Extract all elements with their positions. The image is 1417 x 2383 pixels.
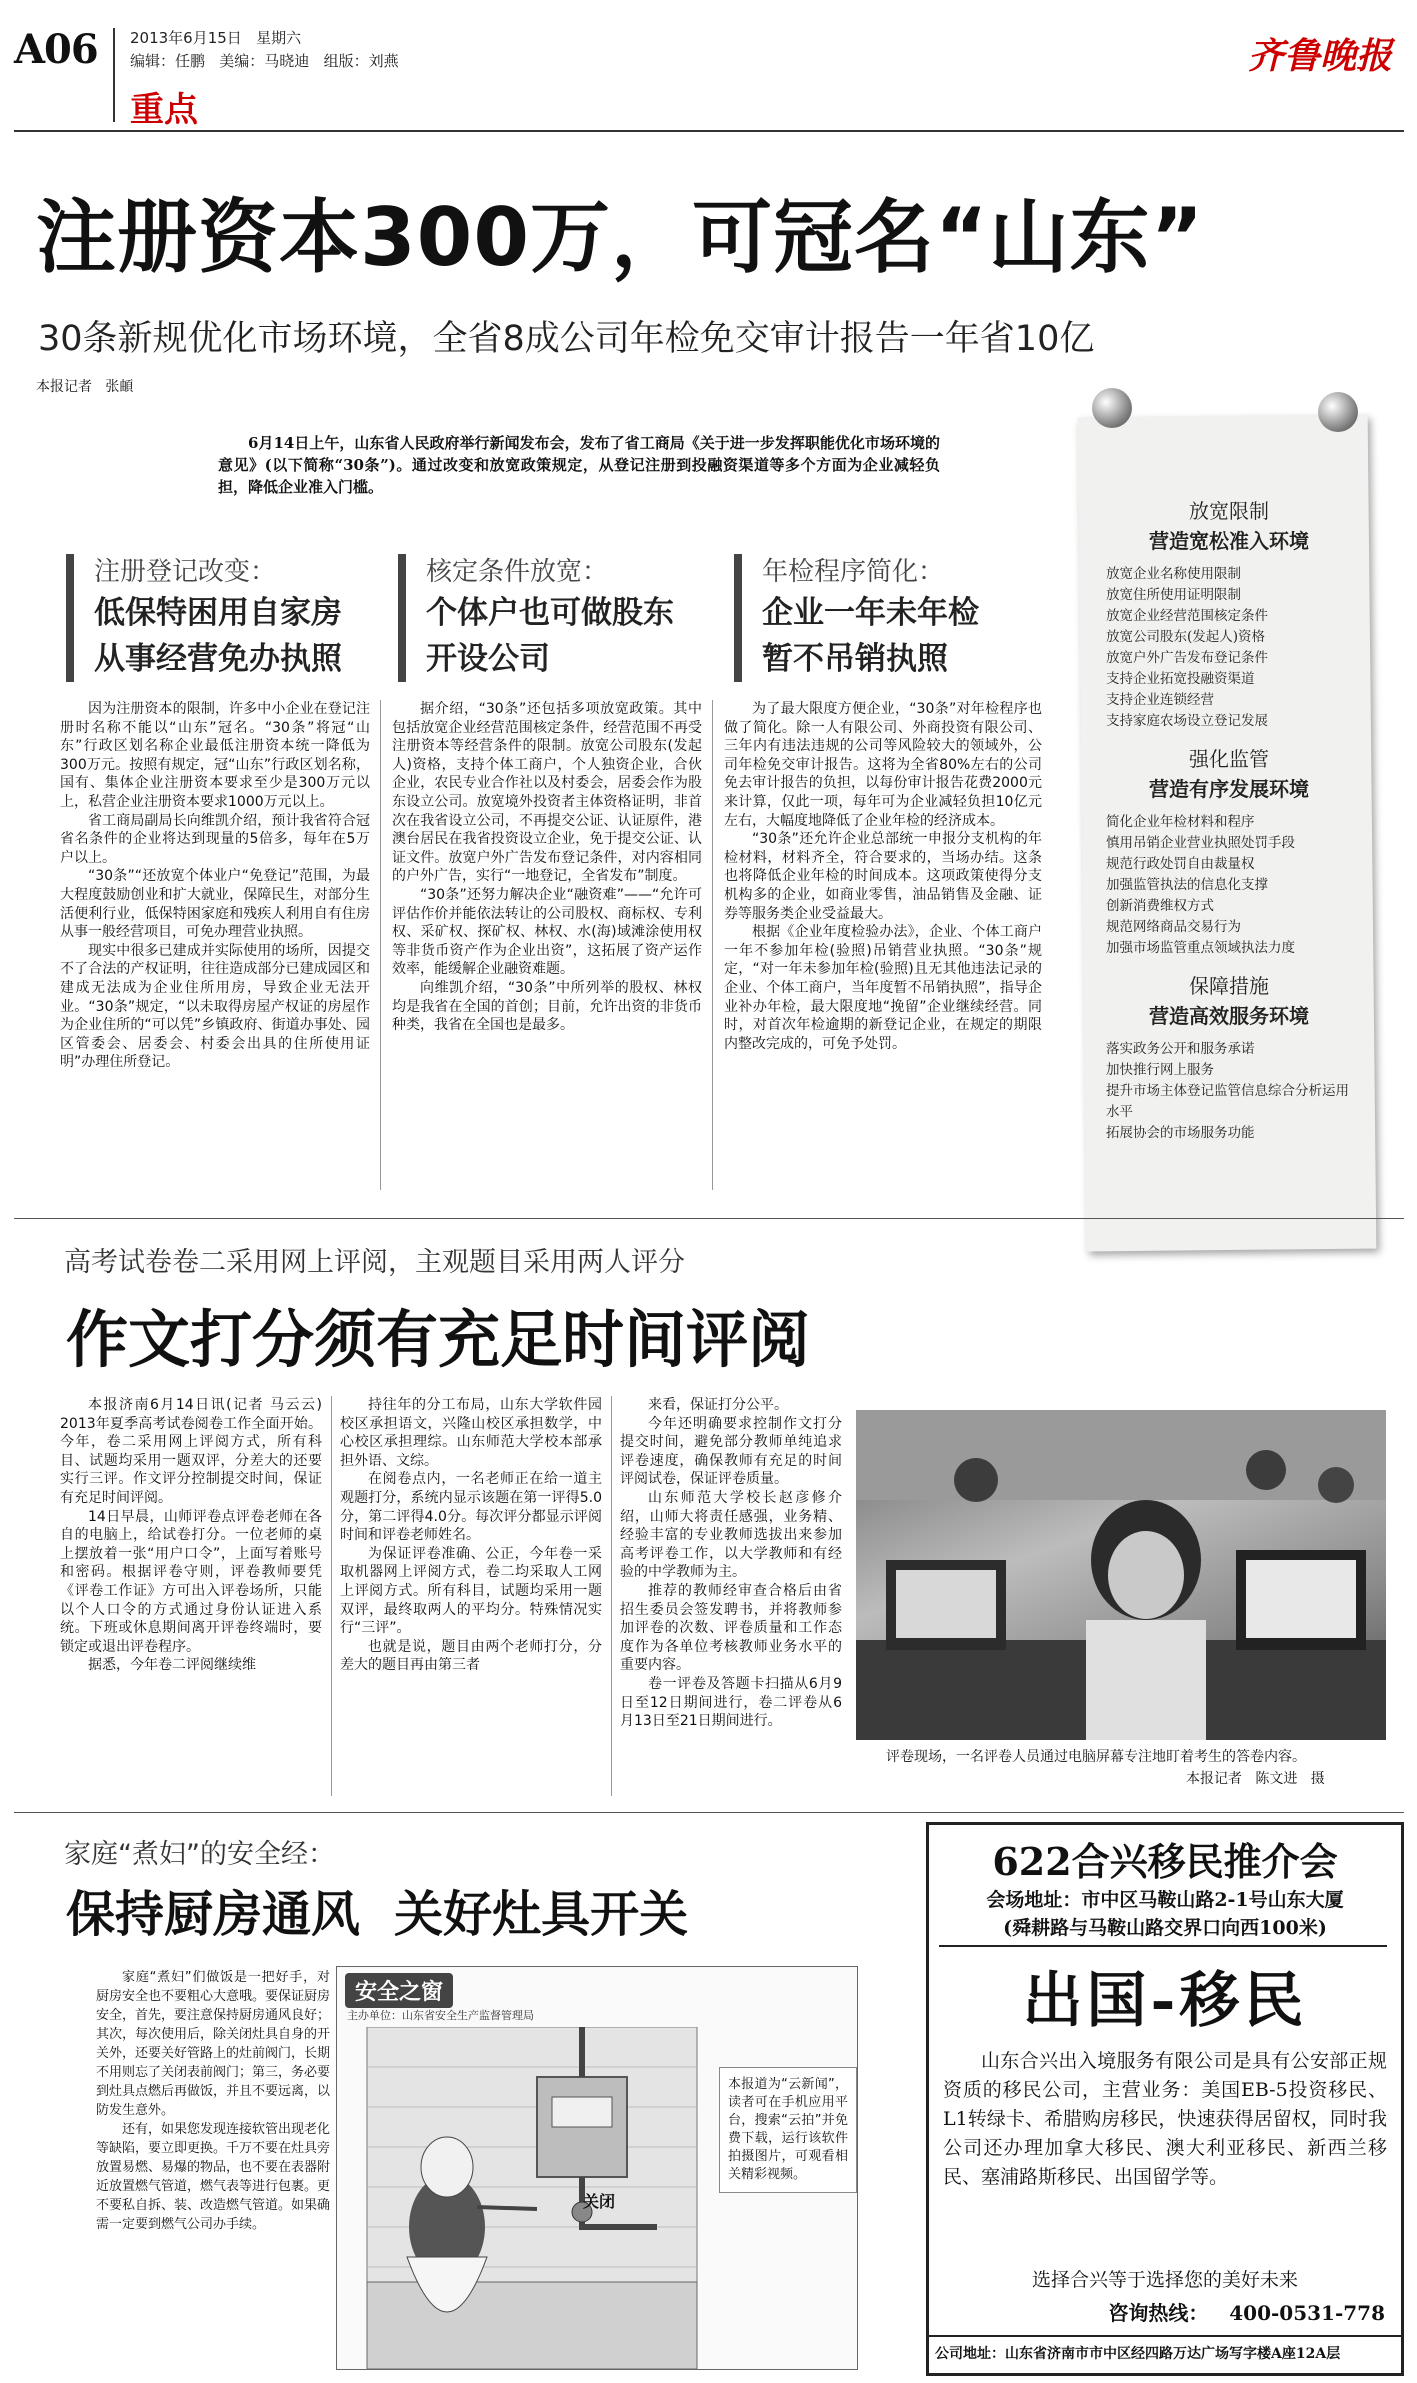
note-group-title: 放宽限制 [1189, 499, 1269, 523]
section-kicker: 年检程序简化： [762, 557, 945, 587]
pushpin-icon [1318, 392, 1358, 432]
app-note-box: 本报道为“云新闻”，读者可在手机应用平台，搜索“云拍”并免费下载，运行该软件拍摄图片，可观看相关精彩视频。 [719, 2067, 857, 2193]
note-item: 提升市场主体登记监管信息综合分析运用水平 [1106, 1083, 1349, 1120]
section-title: 低保特困用自家房 [94, 595, 342, 631]
pushpin-icon [1092, 388, 1132, 428]
note-item: 支持家庭农场设立登记发展 [1106, 713, 1268, 729]
section-body-inspection: 为了最大限度方便企业，“30条”对年检程序也做了简化。除一人有限公司、外商投资有限公司、三年内有违法违规的公司等风险较大的领域外，公司年检免交审计报告。这将为全省80%左右的公司免去审计报告的负担，以每份审计报告花费2000元来计算，仅此一项，每年可为企业减轻负担10亿元左右，大幅度地降低了企业年检的经济成本。 “30条”还允许企业总部统一申报分支机构的年检材料，材料齐全，符合要求的，当场办结。这条也将降低企业年检的时间成本。这项政策使得分支机构多的企业，如商业零售，油品销售及金融、证券等服务类企业受益最大。 根据《企业年度检验办法》，企业、个体工商户一年不参加年检(验照)吊销营业执照。“30条”规定，“对一年未参加年检(验照)且无其他违法记录的企业、个体工商户，当年度暂不吊销执照”，指导企业补办年检，最大限度地“挽留”企业继续经营。同时，对首次年检逾期的新登记企业，在规定的期限内整改完成的，可免予处罚。 [724, 701, 1042, 1052]
section-title: 从事经营免办执照 [94, 641, 342, 677]
note-item: 规范网络商品交易行为 [1106, 919, 1241, 935]
note-item: 支持企业连锁经营 [1106, 692, 1214, 708]
exam-kicker: 高考试卷卷二采用网上评阅，主观题目采用两人评分 [64, 1247, 685, 1278]
lead-paragraph: 6月14日上午，山东省人民政府举行新闻发布会，发布了省工商局《关于进一步发挥职能优化市场环境的意见》(以下简称“30条”)。通过改变和放宽政策规定，从登记注册到投融资渠道等多个方面为企业减轻负担，降低企业准入门槛。 [218, 434, 940, 496]
ad-venue-note: (舜耕路与马鞍山路交界口向西100米) [1003, 1917, 1327, 1939]
note-item: 放宽户外广告发布登记条件 [1106, 650, 1268, 666]
note-group-title: 保障措施 [1189, 974, 1269, 998]
note-item: 落实政务公开和服务承诺 [1106, 1041, 1255, 1057]
note-item: 简化企业年检材料和程序 [1106, 814, 1255, 830]
kitchen-headline: 保持厨房通风 关好灶具开关 [66, 1886, 689, 1943]
byline: 本报记者 张頔 [36, 379, 134, 395]
note-group-subtitle: 营造宽松准入环境 [1149, 529, 1309, 553]
kitchen-kicker: 家庭“煮妇”的安全经： [64, 1839, 335, 1870]
ad-venue: 会场地址：市中区马鞍山路2-1号山东大厦 [986, 1889, 1344, 1911]
note-group-subtitle: 营造有序发展环境 [1149, 777, 1309, 801]
section-body-registration: 因为注册资本的限制，许多中小企业在登记注册时名称不能以“山东”冠名。“30条”将冠“山东”行政区划名称企业最低注册资本统一降低为300万元。按照有规定，冠“山东”行政区划名称，国有、集体企业注册资本要求至少是300万元以上，私营企业注册资本要求1000万元以上。 省工商局副局长向维凯介绍，预计我省符合冠省名条件的企业将达到现量的5倍多，每年在5万户以上。 “30条”“还放宽个体业户“免登记”范围，为最大程度鼓励创业和扩大就业，保障民生，对部分生活便利行业，低保特困家庭和残疾人利用自有住房从事一般经营项目，可免办理营业执照。 现实中很多已建成并实际使用的场所，因提交不了合法的产权证明，往往造成部分已建成园区和建成无法成为企业住所用房，导致企业无法开业。“30条”规定，“以未取得房屋产权证的房屋作为企业住所的“可以凭”乡镇政府、街道办事处、园区管委会、居委会、村委会出具的住所使用证明”办理住所登记。 [60, 701, 370, 1071]
exam-body-col2: 持往年的分工布局，山东大学软件园校区承担语文，兴隆山校区承担数学，中心校区承担理综。山东师范大学校本部承担外语、文综。 在阅卷点内，一名老师正在给一道主观题打分，系统内显示该题在第一评得5.0分，第二评得4.0分。每次评分都显示评阅时间和评卷老师姓名。 为保证评卷准确、公正，今年卷一采取机器网上评阅方式，卷二均采取人工网上评阅方式。所有科目，试题均采用一题双评，最终取两人的平均分。特殊情况实行“三评”。 也就是说，题目由两个老师打分，分差大的题目再由第三者 [340, 1397, 602, 1674]
main-subhead: 30条新规优化市场环境，全省8成公司年检免交审计报告一年省10亿 [38, 319, 1095, 359]
ad-body: 山东合兴出入境服务有限公司是具有公安部正规资质的移民公司，主营业务：美国EB-5投资移民、L1转绿卡、希腊购房移民，快速获得居留权，同时我公司还办理加拿大移民、澳大利亚移民、新西兰移民、塞浦路斯移民、出国留学等。 [943, 2050, 1387, 2188]
ad-big-slogan: 出国-移民 [1022, 1966, 1308, 2036]
note-item: 放宽公司股东(发起人)资格 [1106, 629, 1266, 645]
note-item: 创新消费维权方式 [1106, 898, 1214, 914]
note-group-subtitle: 营造高效服务环境 [1149, 1004, 1309, 1028]
note-item: 规范行政处罚自由裁量权 [1106, 856, 1255, 872]
note-item: 放宽企业经营范围核定条件 [1106, 608, 1268, 624]
photo-credit: 本报记者 陈文进 摄 [1186, 1771, 1325, 1787]
ad-hotline: 咨询热线： 400-0531-778 [1108, 2301, 1385, 2325]
section-title: 个体户也可做股东 [426, 595, 674, 631]
grading-photo [856, 1410, 1386, 1740]
section-body-conditions: 据介绍，“30条”还包括多项放宽政策。其中包括放宽企业经营范围核定条件，经营范围不再受注册资本等经营条件的限制。放宽公司股东(发起人)资格，支持个体工商户，个人独资企业，合伙企业，农民专业合作社以及村委会，居委会作为股东设立公司。放宽境外投资者主体资格证明，非首次在我省设立公司，不再提交公证、认证原件，港澳台居民在我省投资设立企业，免于提交公证、认证文件。放宽户外广告发布登记条件，对内容相同的户外广告，实行“一地登记，全省发布”制度。 “30条”还努力解决企业“融资难”——“允许可评估作价并能依法转让的公司股权、商标权、专利权、采矿权、探矿权、林权、水(海)域滩涂使用权等非货币资产作为企业出资”，这拓展了资产运作效率，能缓解企业融资难题。 向维凯介绍，“30条”中所列举的股权、林权均是我省在全国的首创；目前，允许出资的非货币种类，我省在全国也是最多。 [392, 701, 702, 1034]
section-title: 暂不吊销执照 [762, 641, 948, 677]
section-title: 开设公司 [426, 641, 550, 677]
ad-tagline: 选择合兴等于选择您的美好未来 [1031, 2269, 1298, 2291]
page-number: A06 [14, 26, 98, 73]
safety-illustration [336, 1966, 858, 2370]
safety-window-badge: 安全之窗 [345, 1973, 453, 2008]
section-head-conditions [398, 554, 674, 682]
issue-date: 2013年6月15日 星期六 [130, 29, 302, 47]
photo-caption: 评卷现场，一名评卷人员通过电脑屏幕专注地盯着考生的答卷内容。 [886, 1749, 1306, 1765]
note-group-title: 强化监管 [1189, 747, 1269, 771]
section-label: 重点 [130, 90, 198, 130]
note-item: 放宽住所使用证明限制 [1106, 587, 1241, 603]
exam-body-col1: 本报济南6月14日讯(记者 马云云) 2013年夏季高考试卷阅卷工作全面开始。今年，卷二采用网上评阅方式，所有科目、试题均采用一题双评，分差大的还要实行三评。作文评分控制提交时间，保证有充足时间评阅。 14日早晨，山师评卷点评卷老师在各自的电脑上，给试卷打分。一位老师的桌上摆放着一张“用户口令”，上面写着账号和密码。根据评卷守则，评卷教师要凭《评卷工作证》方可出入评卷场所，只能以个人口令的方式通过身份认证进入系统。下班或休息期间离开评卷终端时，要锁定或退出评卷程序。 据悉，今年卷二评阅继续维 [60, 1397, 322, 1674]
note-content [1098, 496, 1360, 1144]
close-valve-label: 关闭 [583, 2192, 616, 2211]
section-head-inspection [734, 554, 979, 682]
ad-title: 622合兴移民推介会 [992, 1839, 1338, 1884]
section-title: 企业一年未年检 [762, 595, 979, 631]
editors-line: 编辑：任鹏 美编：马晓迪 组版：刘燕 [130, 52, 399, 70]
note-item: 支持企业拓宽投融资渠道 [1106, 671, 1255, 687]
kitchen-body: 家庭“煮妇”们做饭是一把好手，对厨房安全也不要粗心大意哦。要保证厨房安全，首先，要注意保持厨房通风良好；其次，每次使用后，除关闭灶具自身的开关外，还要关好管路上的灶前阀门，长期不用则忘了关闭表前阀门；第三，务必要到灶具点燃后再做饭，并且不要远离，以防发生意外。 还有，如果您发现连接软管出现老化等缺陷，要立即更换。千万不要在灶具旁放置易燃、易爆的物品，也不要在表器附近放置燃气管道，燃气表等进行包裹。更不要私自拆、装、改造燃气管道。如果确需一定要到燃气公司办手续。 [96, 1970, 330, 2232]
immigration-ad [926, 1822, 1404, 2376]
exam-headline: 作文打分须有充足时间评阅 [66, 1303, 811, 1376]
note-item: 放宽企业名称使用限制 [1106, 566, 1241, 582]
note-item: 慎用吊销企业营业执照处罚手段 [1106, 835, 1295, 851]
newspaper-logo: 齐鲁晚报 [1248, 35, 1393, 77]
note-item: 加快推行网上服务 [1106, 1062, 1214, 1078]
section-kicker: 核定条件放宽： [426, 557, 609, 587]
ad-address: 公司地址：山东省济南市市中区经四路万达广场写字楼A座12A层 [935, 2346, 1341, 2362]
note-item: 加强市场监管重点领域执法力度 [1106, 940, 1295, 956]
section-kicker: 注册登记改变： [94, 557, 277, 587]
note-item: 加强监管执法的信息化支撑 [1106, 877, 1268, 893]
sponsor-line: 主办单位：山东省安全生产监督管理局 [347, 2009, 534, 2022]
note-item: 拓展协会的市场服务功能 [1106, 1125, 1255, 1141]
main-headline: 注册资本300万，可冠名“山东” [36, 191, 1205, 284]
section-head-registration [66, 554, 342, 682]
exam-body-col3: 来看，保证打分公平。 今年还明确要求控制作文打分提交时间，避免部分教师单纯追求评卷速度，确保教师有充足的时间评阅试卷，保证评卷质量。 山东师范大学校长赵彦修介绍，山师大将责任感强，业务精、经验丰富的专业教师选拔出来参加高考评卷工作，以大学教师和有经验的中学教师为主。 推荐的教师经审查合格后由省招生委员会签发聘书，并将教师参加评卷的次数、评卷质量和工作态度作为各单位考核教师业务水平的重要内容。 卷一评卷及答题卡扫描从6月9日至12日期间进行，卷二评卷从6月13日至21日期间进行。 [620, 1397, 842, 1730]
